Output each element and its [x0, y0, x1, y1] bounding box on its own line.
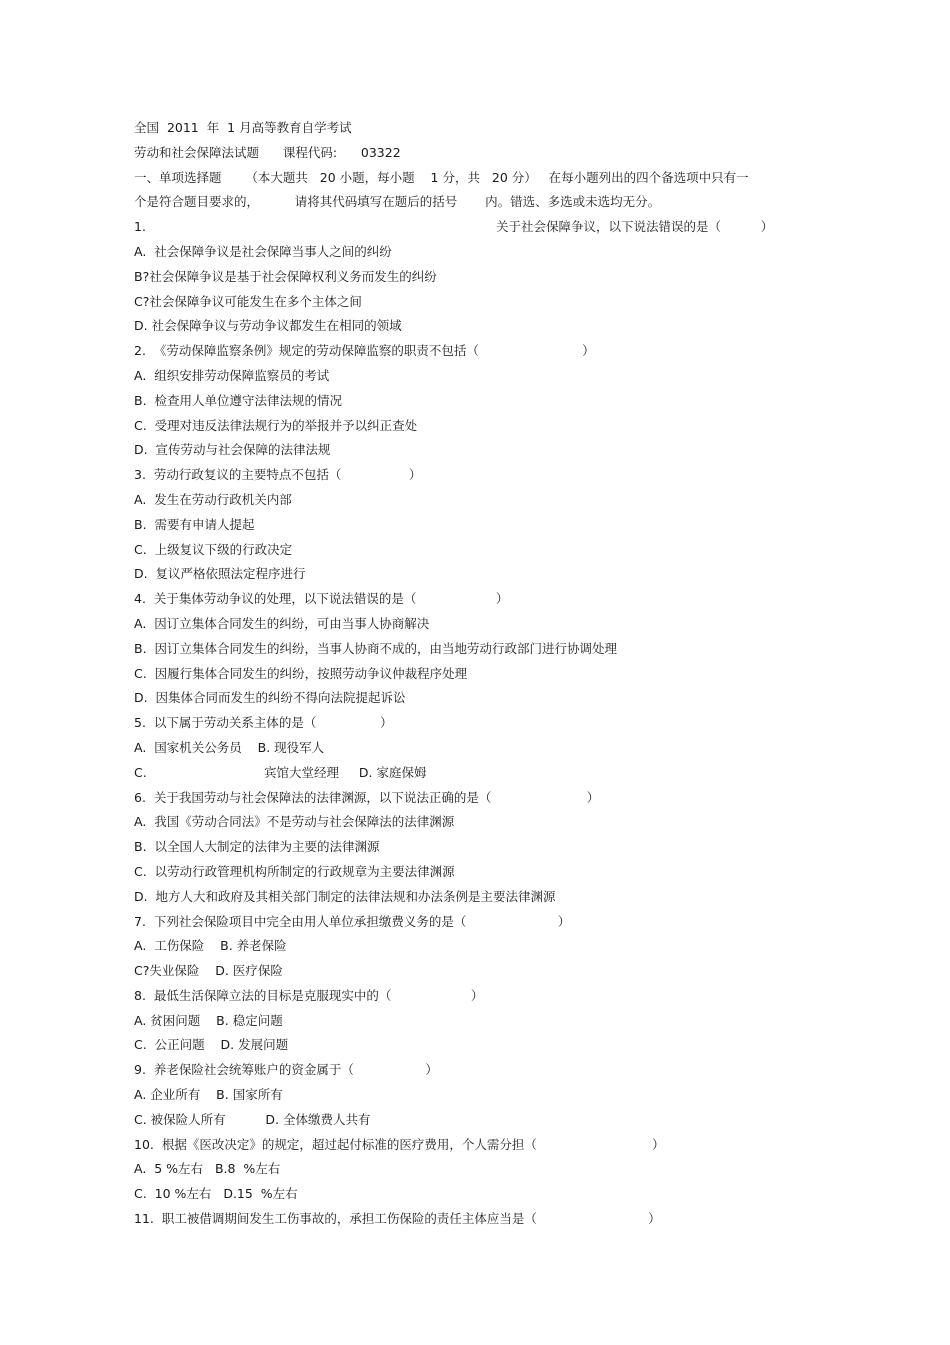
question-2-option-d: D. 宣传劳动与社会保障的法律法规 [134, 442, 331, 458]
question-1-option-c: C?社会保障争议可能发生在多个主体之间 [134, 293, 362, 309]
question-5-stem: 5. 以下属于劳动关系主体的是（ ） [134, 715, 393, 731]
question-1-number: 1. [134, 219, 146, 235]
question-8-options-ab: A. 贫困问题 B. 稳定问题 [134, 1012, 283, 1028]
exam-title: 全国 2011 年 1 月高等教育自学考试 [134, 120, 352, 135]
question-6-option-b: B. 以全国人大制定的法律为主要的法律渊源 [134, 839, 380, 855]
exam-content [134, 116, 814, 1232]
question-6-option-a: A. 我国《劳动合同法》不是劳动与社会保障法的法律渊源 [134, 814, 455, 830]
question-4-option-c: C. 因履行集体合同发生的纠纷，按照劳动争议仲裁程序处理 [134, 665, 468, 681]
section-instructions-line-2: 个是符合题目要求的， 请将其代码填写在题后的括号 内。错选、多选或未选均无分。 [134, 194, 661, 210]
question-2-option-c: C. 受理对违反法律法规行为的举报并予以纠正查处 [134, 417, 418, 433]
question-1-option-d: D. 社会保障争议与劳动争议都发生在相同的领域 [134, 318, 402, 334]
question-11-stem: 11. 职工被借调期间发生工伤事故的，承担工伤保险的责任主体应当是（ ） [134, 1211, 661, 1227]
question-7-options-ab: A. 工伤保险 B. 养老保险 [134, 938, 287, 954]
question-2-option-b: B. 检查用人单位遵守法律法规的情况 [134, 392, 342, 408]
question-3-stem: 3. 劳动行政复议的主要特点不包括（ ） [134, 467, 422, 483]
question-10-stem: 10. 根据《医改决定》的规定，超过起付标准的医疗费用，个人需分担（ ） [134, 1136, 665, 1152]
question-10-options-cd: C. 10 %左右 D.15 %左右 [134, 1186, 298, 1202]
question-6-option-c: C. 以劳动行政管理机构所制定的行政规章为主要法律渊源 [134, 863, 455, 879]
question-5-options-ab: A. 国家机关公务员 B. 现役军人 [134, 739, 325, 755]
question-6-stem: 6. 关于我国劳动与社会保障法的法律渊源，以下说法正确的是（ ） [134, 789, 600, 805]
question-9-options-cd: C. 被保险人所有 D. 全体缴费人共有 [134, 1111, 371, 1127]
question-4-stem: 4. 关于集体劳动争议的处理，以下说法错误的是（ ） [134, 591, 509, 607]
question-9-options-ab: A. 企业所有 B. 国家所有 [134, 1087, 283, 1103]
question-5-option-c-d-text: 宾馆大堂经理 D. 家庭保姆 [264, 764, 427, 780]
question-1-option-a: A. 社会保障争议是社会保障当事人之间的纠纷 [134, 243, 392, 259]
section-instructions-line-1: 一、单项选择题 （本大题共 20 小题，每小题 1 分，共 20 分） 在每小题列出的四个备选项中只有一 [134, 169, 749, 185]
question-9-stem: 9. 养老保险社会统筹账户的资金属于（ ） [134, 1062, 438, 1078]
question-3-option-a: A. 发生在劳动行政机关内部 [134, 491, 292, 507]
question-4-option-d: D. 因集体合同而发生的纠纷不得向法院提起诉讼 [134, 690, 406, 706]
question-10-options-ab: A. 5 %左右 B.8 %左右 [134, 1161, 281, 1177]
question-8-stem: 8. 最低生活保障立法的目标是克服现实中的（ ） [134, 987, 484, 1003]
question-3-option-b: B. 需要有申请人提起 [134, 516, 255, 532]
question-2-stem: 2. 《劳动保障监察条例》规定的劳动保障监察的职责不包括（ ） [134, 343, 595, 359]
question-1-text: 关于社会保障争议，以下说法错误的是（ ） [496, 219, 774, 235]
question-1-stem [134, 215, 814, 240]
question-1-option-b: B?社会保障争议是基于社会保障权利义务而发生的纠纷 [134, 268, 437, 284]
question-5-options-cd [134, 761, 814, 786]
question-4-option-b: B. 因订立集体合同发生的纠纷，当事人协商不成的，由当地劳动行政部门进行协调处理 [134, 640, 617, 656]
question-2-option-a: A. 组织安排劳动保障监察员的考试 [134, 367, 330, 383]
question-3-option-c: C. 上级复议下级的行政决定 [134, 541, 293, 557]
course-line: 劳动和社会保障法试题 课程代码: 03322 [134, 144, 401, 160]
question-3-option-d: D. 复议严格依照法定程序进行 [134, 566, 306, 582]
question-4-option-a: A. 因订立集体合同发生的纠纷，可由当事人协商解决 [134, 615, 430, 631]
question-7-options-cd: C?失业保险 D. 医疗保险 [134, 963, 283, 979]
question-6-option-d: D. 地方人大和政府及其相关部门制定的法律法规和办法条例是主要法律渊源 [134, 888, 556, 904]
question-5-option-c-label: C. [134, 764, 147, 780]
question-7-stem: 7. 下列社会保险项目中完全由用人单位承担缴费义务的是（ ） [134, 913, 571, 929]
question-8-options-cd: C. 公正问题 D. 发展问题 [134, 1037, 289, 1053]
